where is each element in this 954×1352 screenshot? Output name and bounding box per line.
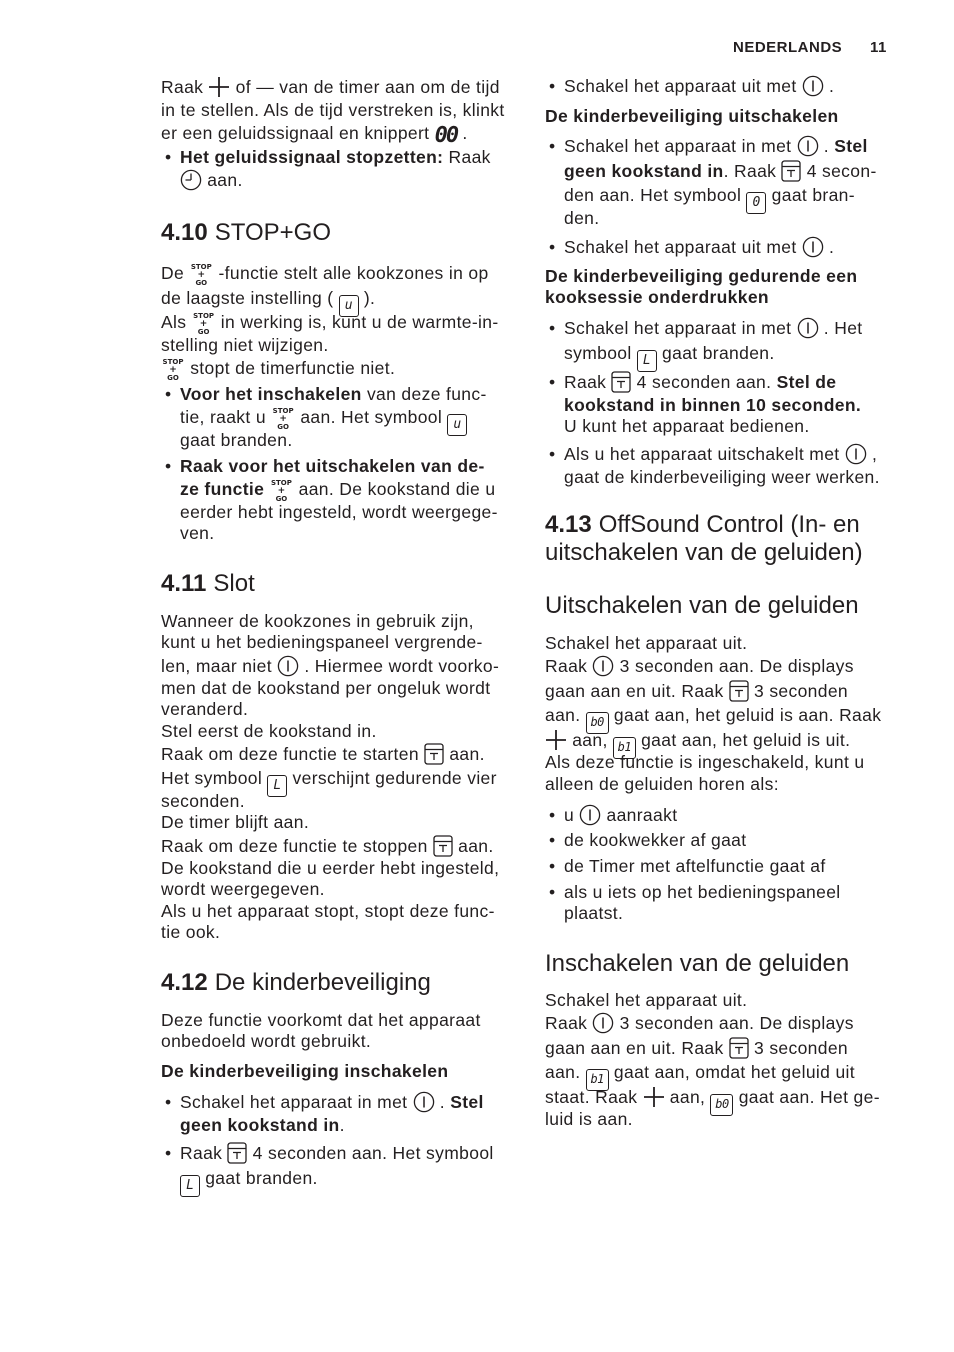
text-line — [161, 922, 533, 943]
text-run: staat. Raak — [545, 1086, 643, 1107]
text-run: Deze functie voorkomt dat het apparaat — [161, 1010, 481, 1030]
text-line — [564, 903, 917, 924]
page-number: 11 — [870, 39, 887, 56]
text-line — [161, 121, 533, 146]
power-icon — [802, 75, 824, 97]
text-run: in te stellen. Als de tijd verstreken is, klinkt — [161, 99, 505, 120]
text-line — [180, 168, 533, 193]
text-run: gaat bran- — [766, 185, 855, 205]
text-run: . — [339, 1114, 345, 1135]
text-run: Raak om deze functie te starten — [161, 743, 425, 764]
text-run: in werking is, kunt u de warmte-in- — [215, 312, 499, 332]
text-run: gaat aan, omdat het geluid uit — [608, 1062, 855, 1083]
text-line — [161, 261, 533, 286]
text-line — [545, 1011, 917, 1036]
display-glyph: 00 — [434, 122, 458, 148]
section-title: OffSound Control (In- en — [598, 511, 860, 538]
text-line — [564, 882, 917, 903]
text-line — [161, 879, 533, 900]
text-run: Schakel het apparaat in met — [180, 1092, 413, 1112]
timer-paragraph — [161, 75, 533, 148]
text-line — [180, 502, 533, 523]
plus-icon — [545, 729, 567, 751]
section-number: 4.11 — [161, 570, 207, 597]
text-run: stelling niet wijzigen. — [161, 334, 329, 355]
stop-go-glyph: + — [277, 486, 286, 497]
sound-off-paragraph — [545, 633, 917, 795]
text-line — [161, 632, 533, 653]
stop-go-glyph: STOP — [162, 357, 184, 366]
text-run: luid is aan. — [545, 1109, 633, 1130]
text-run: 3 seconden — [748, 680, 849, 701]
text-run: als u iets op het bedieningspaneel — [564, 882, 841, 902]
stop-go-enable-bullet — [161, 384, 533, 451]
text-run: 4 seconden aan. Het symbool — [247, 1143, 494, 1163]
text-line — [180, 384, 533, 405]
text-run: gaan aan en uit. Raak — [545, 680, 729, 701]
display-glyph: b0 — [590, 715, 604, 730]
stop-go-glyph: + — [197, 270, 206, 280]
plus-icon — [208, 76, 230, 98]
text-run: gaat de kinderbeveiliging weer werken. — [564, 466, 880, 487]
subheading-text: De kinderbeveiliging uitschakelen — [545, 106, 839, 126]
text-line — [161, 766, 533, 794]
text-run: kunt u het bedieningspaneel vergrende- — [161, 632, 483, 653]
stop-go-icon — [269, 479, 293, 503]
child-lock-enable-bullet — [161, 1090, 533, 1136]
stop-go-glyph: STOP — [190, 263, 212, 271]
section-4-10-heading — [161, 219, 533, 247]
text-run: aanraakt — [601, 805, 678, 825]
text-run: of — van de timer aan om de tijd — [230, 77, 500, 97]
text-line — [161, 611, 533, 632]
text-run: gaat aan. Het ge- — [733, 1086, 880, 1107]
sound-on-title: Inschakelen van de geluiden — [545, 950, 850, 977]
text-run: aan. — [545, 1062, 586, 1083]
text-run: 3 seconden — [748, 1037, 849, 1058]
text-run: de Timer met aftelfunctie gaat af — [564, 856, 826, 876]
text-run: De timer blijft aan. — [161, 812, 310, 833]
text-line — [161, 858, 533, 879]
text-run: gaat aan, het geluid is aan. Raak — [608, 705, 882, 726]
text-line — [564, 370, 917, 395]
text-run: aan. — [444, 743, 485, 764]
text-run: Schakel het apparaat uit. — [545, 633, 748, 653]
text-line — [161, 75, 533, 100]
text-run: gaan aan en uit. Raak — [545, 1037, 729, 1058]
text-run: veranderd. — [161, 699, 249, 720]
text-run: . Hiermee wordt voorko- — [299, 655, 500, 676]
subheading-text: De kinderbeveiliging gedurende een — [545, 266, 858, 286]
text-line — [564, 74, 917, 99]
text-line — [161, 699, 533, 720]
text-line — [545, 633, 917, 654]
stop-go-paragraph — [161, 261, 533, 380]
power-icon — [797, 317, 819, 339]
text-line — [545, 703, 917, 728]
text-run: . Raak — [723, 160, 782, 181]
text-run: aan. — [202, 170, 243, 191]
text-line — [564, 803, 917, 828]
text-run: , — [866, 444, 878, 464]
text-run: Raak — [180, 1143, 228, 1163]
text-run: eerder hebt ingesteld, wordt weergege- — [180, 501, 498, 522]
child-lock-enable-heading — [161, 1061, 533, 1082]
child-lock-override-bullet — [545, 316, 917, 368]
bold-text: Het geluidssignaal stopzetten: — [180, 147, 444, 167]
child-lock-enable-bullet — [161, 1141, 533, 1193]
language-label: NEDERLANDS — [733, 39, 843, 56]
text-run: tie, raakt u — [180, 407, 272, 428]
lock-key-icon — [227, 1142, 247, 1164]
power-icon — [592, 655, 614, 677]
text-run: U kunt het apparaat bedienen. — [564, 415, 810, 436]
sound-off-title: Uitschakelen van de geluiden — [545, 592, 859, 619]
text-run: Raak — [545, 1013, 593, 1034]
text-run: 3 seconden aan. De displays — [614, 656, 854, 677]
text-run: onbedoeld wordt gebruikt. — [161, 1031, 372, 1052]
text-run: Raak — [161, 77, 209, 97]
text-line — [161, 678, 533, 699]
section-title: STOP+GO — [214, 219, 331, 246]
text-line — [564, 208, 917, 229]
stop-go-disable-bullet — [161, 456, 533, 544]
sound-condition-bullet — [545, 803, 917, 828]
section-number: 4.13 — [545, 511, 592, 538]
text-run: Als u het apparaat uitschakelt met — [564, 444, 845, 464]
text-run: Het symbool — [161, 768, 268, 789]
text-line — [564, 159, 917, 184]
section-4-12-heading — [161, 969, 533, 997]
text-run: Wanneer de kookzones in gebruik zijn, — [161, 611, 474, 631]
text-run: . Het — [818, 318, 863, 338]
bold-text: Stel — [450, 1092, 484, 1112]
display-glyph: 0 — [752, 195, 761, 210]
display-glyph: b0 — [715, 1096, 729, 1111]
stop-go-glyph: GO — [195, 279, 208, 287]
text-line — [545, 728, 917, 753]
text-run: men dat de kookstand per ongeluk wordt — [161, 678, 491, 699]
section-title: Slot — [213, 570, 255, 597]
power-icon — [802, 236, 824, 258]
text-line — [545, 1060, 917, 1085]
subheading-text: De kinderbeveiliging inschakelen — [161, 1061, 449, 1081]
text-run: aan. — [545, 705, 586, 726]
text-run: seconden. — [161, 790, 245, 811]
text-line — [564, 395, 917, 416]
text-run: Schakel het apparaat uit. — [545, 990, 748, 1010]
bold-text: Stel de — [776, 372, 837, 392]
text-line — [545, 774, 917, 795]
power-icon — [413, 1091, 435, 1113]
section-title: De kinderbeveiliging — [214, 969, 431, 996]
text-run: 4 seconden aan. — [631, 372, 777, 392]
bold-text: Raak voor het uitschakelen van de- — [180, 456, 485, 476]
child-lock-disable-bullet — [545, 134, 917, 229]
text-line — [161, 654, 533, 679]
text-line — [545, 1036, 917, 1061]
text-run: Schakel het apparaat in met — [564, 318, 797, 338]
text-run: plaatst. — [564, 903, 624, 924]
lock-key-icon — [729, 680, 749, 702]
child-lock-intro — [161, 1010, 533, 1053]
display-00-icon — [434, 122, 458, 148]
text-run: de laagste instelling ( — [161, 287, 339, 308]
bold-text: kookstand in binnen 10 seconden. — [564, 394, 862, 415]
stop-go-icon — [192, 312, 216, 336]
sound-on-paragraph — [545, 990, 917, 1131]
text-line — [564, 316, 917, 341]
child-lock-override-bullet — [545, 442, 917, 488]
power-icon — [579, 804, 601, 826]
bold-text: Stel — [834, 136, 868, 156]
text-run: alleen de geluiden horen als: — [545, 773, 779, 794]
lock-key-icon — [433, 835, 453, 857]
display-l-icon — [180, 1175, 200, 1197]
stop-go-icon — [161, 358, 185, 382]
text-run: aan, — [664, 1086, 711, 1107]
text-line — [564, 341, 917, 366]
text-run: stopt de timerfunctie niet. — [185, 357, 396, 378]
text-run: Schakel het apparaat in met — [564, 136, 797, 156]
text-line — [161, 1031, 533, 1052]
text-run: Als deze functie is ingeschakeld, kunt u — [545, 752, 865, 773]
text-line — [545, 990, 917, 1011]
sound-condition-bullet — [545, 882, 917, 925]
bold-text: Voor het inschakelen — [180, 384, 362, 404]
subheading-text: kooksessie onderdrukken — [545, 287, 769, 308]
child-lock-disable-heading — [545, 106, 917, 127]
text-run: gaat branden. — [656, 342, 775, 363]
text-line — [161, 721, 533, 742]
display-glyph: L — [273, 778, 282, 794]
display-glyph: u — [344, 297, 353, 313]
text-line — [180, 1090, 533, 1115]
heading-line — [161, 570, 533, 598]
text-run: verschijnt gedurende vier — [287, 768, 497, 789]
text-line — [180, 405, 533, 433]
power-icon — [592, 1012, 614, 1034]
text-run: 4 secon- — [801, 160, 877, 181]
heading-line — [161, 969, 533, 997]
stop-go-glyph: GO — [277, 423, 289, 432]
text-line — [564, 134, 917, 159]
power-icon — [797, 135, 819, 157]
text-line — [545, 654, 917, 679]
bold-text: ze functie — [180, 479, 270, 500]
stop-go-icon — [271, 407, 295, 431]
text-run: den aan. Het symbool — [564, 185, 747, 205]
child-lock-enable-bullet — [545, 74, 917, 99]
text-line — [564, 183, 917, 208]
text-line — [180, 1166, 533, 1191]
text-line — [161, 286, 533, 311]
text-run: len, maar niet — [161, 655, 278, 676]
text-run: . — [457, 122, 468, 143]
plus-icon — [643, 1086, 665, 1108]
display-glyph: L — [186, 1177, 194, 1193]
text-run: aan, — [567, 729, 613, 750]
text-line — [180, 430, 533, 451]
power-icon — [277, 655, 299, 677]
text-run: Schakel het apparaat uit met — [564, 237, 802, 257]
stop-go-glyph: GO — [275, 495, 288, 504]
text-run: tie ook. — [161, 921, 221, 942]
text-run: er een geluidssignaal en knippert — [161, 122, 435, 143]
section-4-13-heading — [545, 511, 917, 567]
text-line — [180, 456, 533, 477]
text-run: aan. — [452, 835, 494, 856]
text-run: . — [823, 237, 835, 257]
stop-go-glyph: STOP — [270, 479, 292, 488]
text-run: . — [818, 136, 835, 156]
stop-go-glyph: + — [279, 414, 287, 425]
text-run: De — [161, 263, 190, 283]
text-line — [161, 356, 533, 381]
lock-key-icon — [781, 160, 801, 182]
text-run: . — [823, 76, 835, 96]
text-run: -functie stelt alle kookzones in op — [213, 263, 489, 283]
text-line — [180, 523, 533, 544]
text-line — [180, 147, 533, 168]
text-run: De kookstand die u eerder hebt ingesteld, — [161, 858, 500, 879]
text-line — [545, 1109, 917, 1130]
text-run: Als — [161, 312, 192, 332]
text-line — [564, 830, 917, 851]
sound-condition-bullet — [545, 856, 917, 877]
text-run: Raak — [443, 147, 491, 167]
display-glyph: L — [642, 352, 651, 368]
heading-line — [161, 219, 533, 247]
lock-key-icon — [424, 743, 444, 765]
text-line — [180, 477, 533, 502]
lock-paragraph — [161, 611, 533, 943]
text-line — [161, 812, 533, 833]
heading-line: uitschakelen van de geluiden) — [545, 539, 863, 566]
text-run: gaat aan, het geluid is uit. — [635, 729, 851, 750]
text-line — [180, 1115, 533, 1136]
text-run: 3 seconden aan. De displays — [614, 1013, 854, 1034]
text-run: gaat branden. — [180, 429, 293, 450]
stop-go-icon — [189, 263, 213, 287]
lock-key-icon — [729, 1037, 749, 1059]
text-run: Raak — [564, 372, 612, 392]
text-line — [161, 310, 533, 335]
text-run: de kookwekker af gaat — [564, 830, 747, 850]
stop-go-glyph: STOP — [193, 312, 215, 320]
text-run: u — [564, 805, 580, 825]
stop-go-glyph: GO — [167, 373, 179, 382]
text-run: ven. — [180, 523, 215, 544]
stop-signal-bullet — [161, 147, 533, 193]
text-run: Stel eerst de kookstand in. — [161, 720, 377, 741]
section-number: 4.10 — [161, 219, 208, 246]
text-run: aan. De kookstand die u — [293, 479, 496, 500]
text-run: Als u het apparaat stopt, stopt deze func- — [161, 900, 495, 921]
text-run: symbool — [564, 342, 637, 363]
stop-go-glyph: STOP — [272, 407, 294, 416]
text-run: . — [434, 1092, 451, 1112]
text-run: ). — [358, 287, 376, 308]
text-line — [564, 442, 917, 467]
display-l-icon — [637, 350, 657, 372]
child-lock-override-heading — [545, 266, 917, 309]
bold-text: geen kookstand in — [180, 1114, 340, 1135]
text-line — [161, 1010, 533, 1031]
child-lock-override-bullet — [545, 370, 917, 437]
text-run: den. — [564, 207, 600, 228]
text-line — [545, 679, 917, 704]
text-run: Schakel het apparaat uit met — [564, 76, 802, 96]
text-line — [161, 100, 533, 121]
text-run: Raak om deze functie te stoppen — [161, 835, 433, 856]
stop-go-glyph: + — [199, 319, 208, 329]
stop-go-glyph: + — [169, 364, 177, 375]
text-line — [161, 742, 533, 767]
text-run: aan. Het symbool — [295, 407, 448, 428]
stop-go-glyph: GO — [197, 328, 210, 336]
text-run: gaat branden. — [200, 1167, 318, 1188]
bold-text: geen kookstand in — [564, 160, 724, 181]
lock-key-icon — [611, 371, 631, 393]
text-line — [545, 1085, 917, 1110]
text-line — [564, 235, 917, 260]
display-glyph: u — [453, 417, 462, 433]
heading-line — [545, 511, 917, 539]
text-line — [161, 791, 533, 812]
text-line — [161, 901, 533, 922]
text-run: Raak — [545, 656, 593, 677]
text-run: wordt weergegeven. — [161, 879, 325, 900]
clock-icon — [180, 169, 202, 191]
text-line — [180, 1141, 533, 1166]
text-line — [161, 335, 533, 356]
text-line — [161, 834, 533, 859]
text-run: van deze func- — [361, 384, 487, 404]
text-line — [564, 467, 917, 488]
display-glyph: b1 — [617, 739, 632, 754]
sound-condition-bullet — [545, 830, 917, 851]
text-line — [564, 856, 917, 877]
section-4-11-heading — [161, 570, 533, 598]
text-line — [545, 752, 917, 773]
power-icon — [845, 443, 867, 465]
text-line — [564, 416, 917, 437]
section-number: 4.12 — [161, 969, 208, 996]
child-lock-disable-bullet — [545, 235, 917, 260]
display-glyph: b1 — [590, 1072, 604, 1087]
